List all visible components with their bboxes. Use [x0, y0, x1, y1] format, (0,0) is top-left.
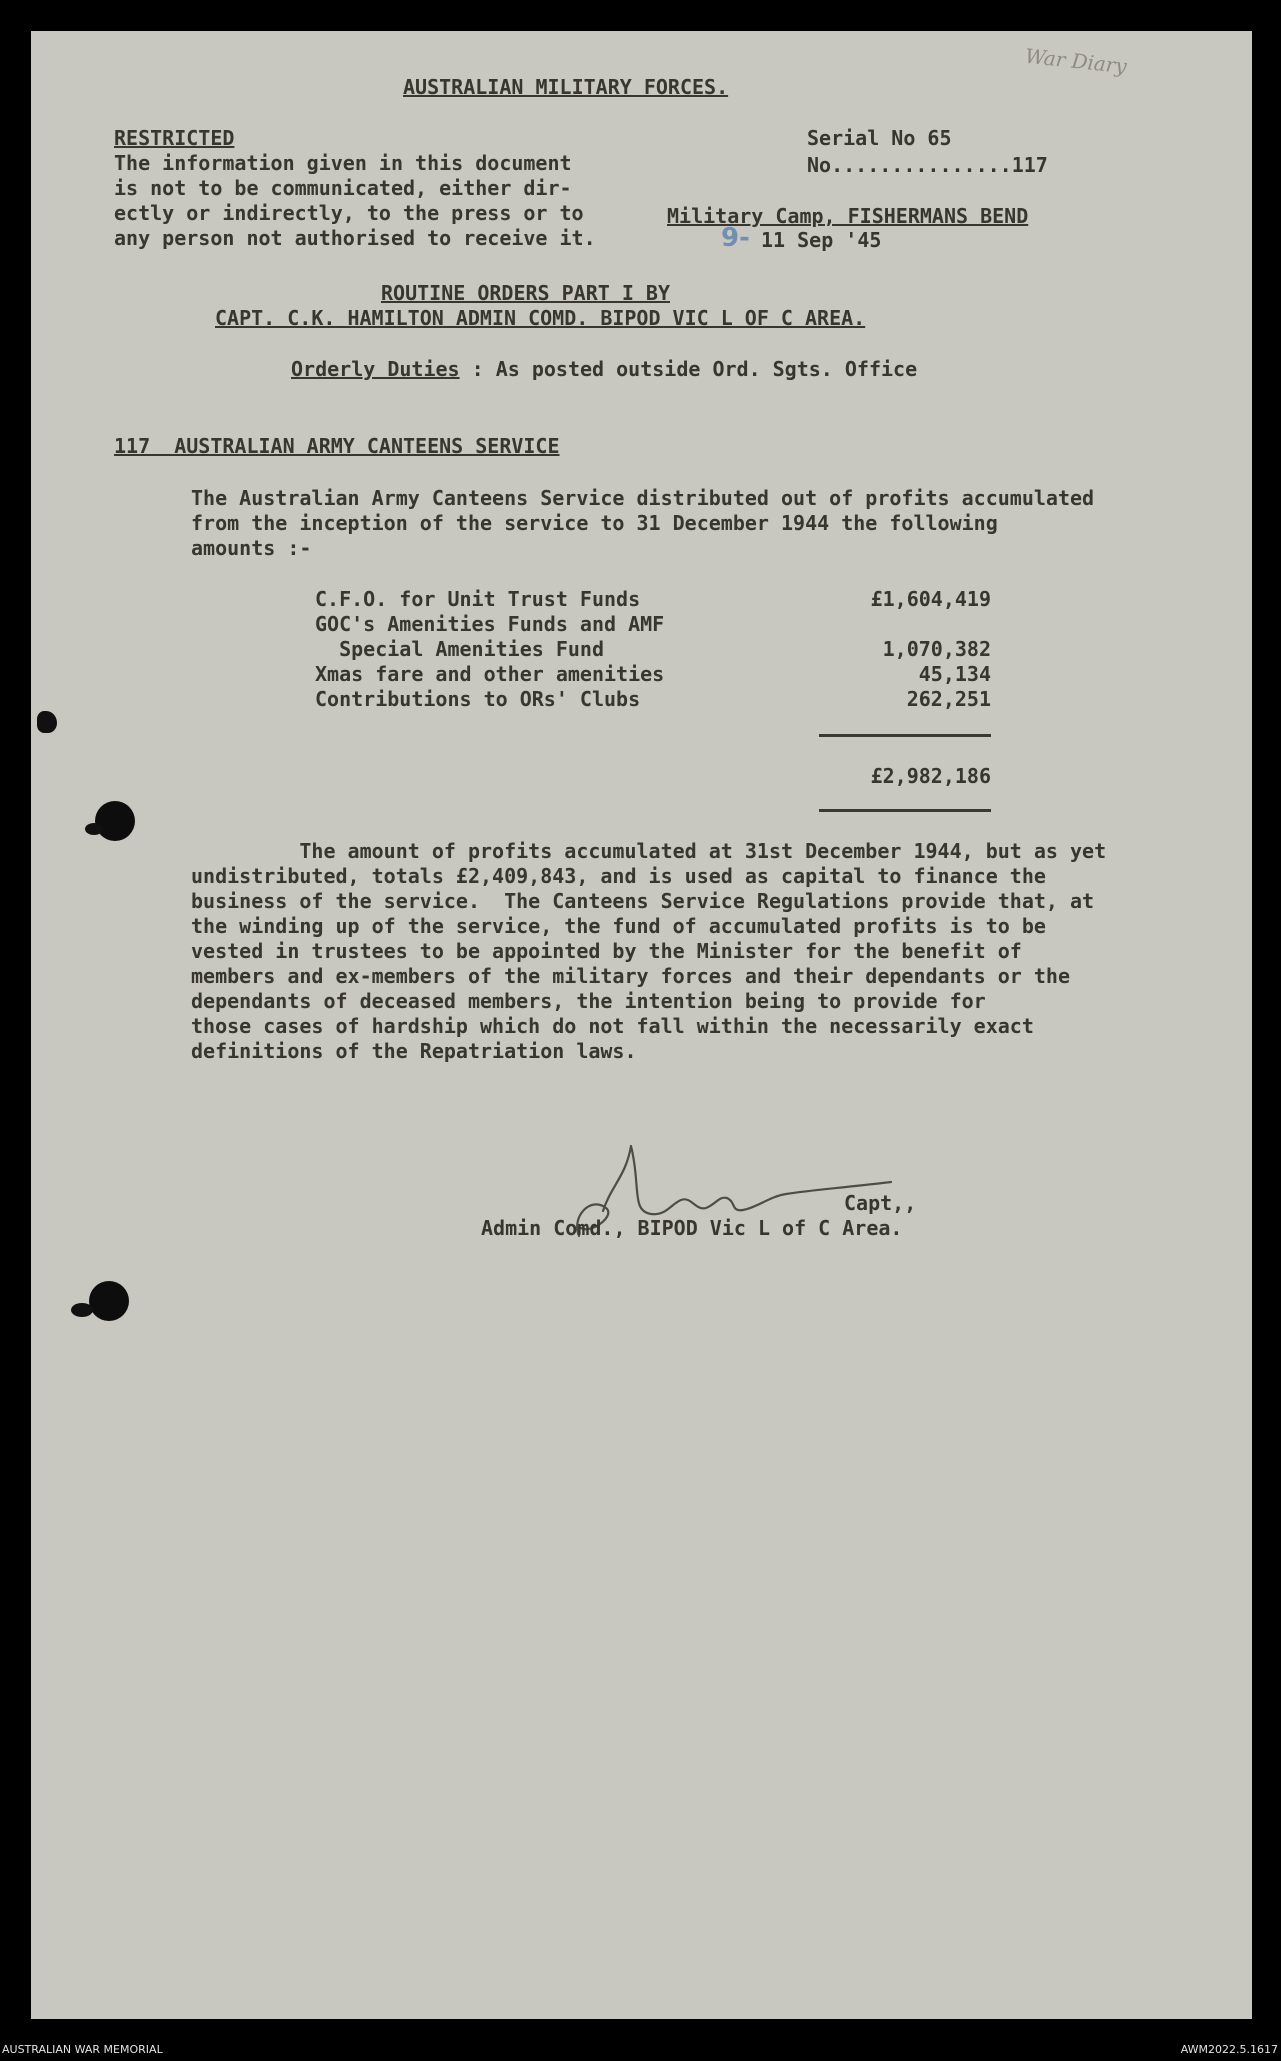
footer-reference: AWM2022.5.1617: [1180, 2043, 1278, 2056]
handwritten-date: 9-: [721, 223, 750, 253]
punch-tear-top: [37, 711, 57, 733]
amount-value: 1,070,382: [882, 637, 991, 661]
body-line: those cases of hardship which do not fall within the necessarily exact: [191, 1014, 1034, 1038]
restricted-line: ectly or indirectly, to the press or to: [114, 201, 584, 225]
amount-label: C.F.O. for Unit Trust Funds: [315, 587, 641, 611]
orders-title: ROUTINE ORDERS PART I BY: [381, 281, 670, 305]
body-line: the winding up of the service, the fund of accumulated profits is to be: [191, 914, 1046, 938]
total-rule-bottom: [819, 809, 991, 812]
intro-line: from the inception of the service to 31 December 1944 the following: [191, 511, 998, 535]
punch-tear-lower: [71, 1303, 93, 1317]
orders-by: CAPT. C.K. HAMILTON ADMIN COMD. BIPOD VIC L OF C AREA.: [215, 306, 866, 330]
body-line: dependants of deceased members, the intention being to provide for: [191, 989, 986, 1013]
footer-credit: AUSTRALIAN WAR MEMORIAL: [2, 2043, 163, 2056]
section-heading: 117 AUSTRALIAN ARMY CANTEENS SERVICE: [114, 434, 560, 458]
body-line: members and ex-members of the military forces and their dependants or the: [191, 964, 1070, 988]
amount-value: 45,134: [918, 662, 991, 686]
intro-line: amounts :-: [191, 536, 312, 560]
signature-title: Admin Comd., BIPOD Vic L of C Area.: [481, 1216, 903, 1240]
restricted-line: The information given in this document: [114, 151, 572, 175]
restricted-label: RESTRICTED: [114, 126, 235, 150]
amount-value: £1,604,419: [870, 587, 991, 611]
signature-rank: Capt,,: [844, 1191, 917, 1215]
amount-label: Special Amenities Fund: [315, 637, 604, 661]
amount-value: 262,251: [906, 687, 991, 711]
serial-number: Serial No 65: [807, 126, 952, 150]
order-number: No...............117: [807, 153, 1048, 177]
restricted-line: any person not authorised to receive it.: [114, 226, 596, 250]
duties-label: Orderly Duties: [291, 357, 460, 381]
body-line: vested in trustees to be appointed by the Minister for the benefit of: [191, 939, 1022, 963]
camp-location: Military Camp, FISHERMANS BEND: [667, 204, 1029, 228]
amount-total: £2,982,186: [870, 764, 991, 788]
punch-tear-upper: [85, 823, 103, 835]
amount-label: GOC's Amenities Funds and AMF: [315, 612, 665, 636]
punch-hole-lower: [89, 1281, 129, 1321]
body-line: business of the service. The Canteens Service Regulations provide that, at: [191, 889, 1095, 913]
body-line: undistributed, totals £2,409,843, and is used as capital to finance the: [191, 864, 1046, 888]
handwritten-note: War Diary: [1024, 43, 1128, 79]
body-line: The amount of profits accumulated at 31st December 1944, but as yet: [191, 839, 1107, 863]
order-date: 11 Sep '45: [761, 228, 882, 252]
orderly-duties: [291, 357, 917, 382]
body-line: definitions of the Repatriation laws.: [191, 1039, 637, 1063]
document-page: [31, 31, 1252, 2019]
total-rule-top: [819, 734, 991, 737]
amount-label: Xmas fare and other amenities: [315, 662, 665, 686]
amount-label: Contributions to ORs' Clubs: [315, 687, 641, 711]
document-title: AUSTRALIAN MILITARY FORCES.: [403, 75, 729, 99]
restricted-line: is not to be communicated, either dir-: [114, 176, 572, 200]
duties-text: : As posted outside Ord. Sgts. Office: [459, 357, 918, 381]
intro-line: The Australian Army Canteens Service distributed out of profits accumulated: [191, 486, 1095, 510]
punch-hole-upper: [95, 801, 135, 841]
